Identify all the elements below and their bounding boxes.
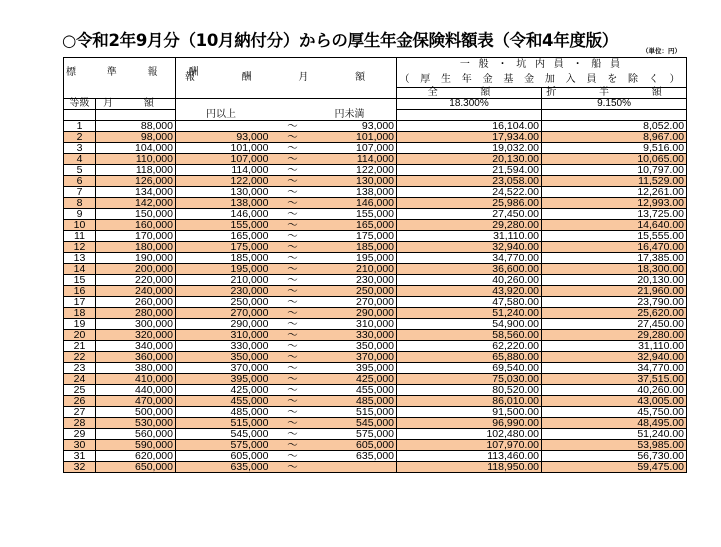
to-cell: 146,000: [315, 198, 397, 209]
grade-cell: 32: [64, 462, 96, 473]
monthly-cell: 88,000: [96, 121, 176, 132]
full-amount-cell: 69,540.00: [397, 363, 542, 374]
tilde-cell: ～: [271, 396, 315, 407]
monthly-cell: 180,000: [96, 242, 176, 253]
from-label: 円以上: [176, 110, 271, 121]
from-cell: 101,000: [176, 143, 271, 154]
full-amount-cell: 75,030.00: [397, 374, 542, 385]
grade-cell: 3: [64, 143, 96, 154]
half-amount-cell: 37,515.00: [542, 374, 687, 385]
full-amount-cell: 113,460.00: [397, 451, 542, 462]
full-amount-cell: 19,032.00: [397, 143, 542, 154]
half-amount-cell: 31,110.00: [542, 341, 687, 352]
grade-cell: 1: [64, 121, 96, 132]
monthly-cell: 340,000: [96, 341, 176, 352]
from-cell: 195,000: [176, 264, 271, 275]
monthly-cell: 590,000: [96, 440, 176, 451]
grade-cell: 21: [64, 341, 96, 352]
tilde-cell: ～: [271, 154, 315, 165]
monthly-cell: 104,000: [96, 143, 176, 154]
to-cell: 485,000: [315, 396, 397, 407]
to-cell: 138,000: [315, 187, 397, 198]
table-row: [64, 264, 687, 275]
grade-cell: 9: [64, 209, 96, 220]
from-cell: 485,000: [176, 407, 271, 418]
tilde-cell: ～: [271, 253, 315, 264]
monthly-cell: 118,000: [96, 165, 176, 176]
tilde-cell: ～: [271, 231, 315, 242]
full-amount-cell: 80,520.00: [397, 385, 542, 396]
table-row: [64, 132, 687, 143]
tilde-cell: ～: [271, 286, 315, 297]
half-amount-cell: 56,730.00: [542, 451, 687, 462]
to-cell: 165,000: [315, 220, 397, 231]
to-cell: 114,000: [315, 154, 397, 165]
full-amount-cell: 20,130.00: [397, 154, 542, 165]
header-row-4: [64, 99, 687, 110]
from-cell: 138,000: [176, 198, 271, 209]
to-cell: 635,000: [315, 451, 397, 462]
tilde-cell: ～: [271, 209, 315, 220]
table-row: [64, 308, 687, 319]
half-amount-cell: 13,725.00: [542, 209, 687, 220]
half-amount-cell: 8,052.00: [542, 121, 687, 132]
table-row: [64, 187, 687, 198]
table-row: [64, 165, 687, 176]
full-amount-cell: 86,010.00: [397, 396, 542, 407]
table-row: [64, 363, 687, 374]
from-cell: 455,000: [176, 396, 271, 407]
monthly-cell: 190,000: [96, 253, 176, 264]
grade-cell: 27: [64, 407, 96, 418]
grade-cell: 16: [64, 286, 96, 297]
monthly-cell: 560,000: [96, 429, 176, 440]
to-cell: 350,000: [315, 341, 397, 352]
full-amount-cell: 36,600.00: [397, 264, 542, 275]
monthly-cell: 240,000: [96, 286, 176, 297]
tilde-cell: ～: [271, 462, 315, 473]
full-amount-cell: 118,950.00: [397, 462, 542, 473]
from-cell: 146,000: [176, 209, 271, 220]
to-cell: 310,000: [315, 319, 397, 330]
full-amount-cell: 58,560.00: [397, 330, 542, 341]
monthly-cell: 150,000: [96, 209, 176, 220]
from-cell: 114,000: [176, 165, 271, 176]
full-amount-header: 全 額: [397, 88, 542, 99]
grade-cell: 24: [64, 374, 96, 385]
monthly-cell: 110,000: [96, 154, 176, 165]
to-cell: 605,000: [315, 440, 397, 451]
to-cell: 195,000: [315, 253, 397, 264]
monthly-cell: 142,000: [96, 198, 176, 209]
from-cell: 185,000: [176, 253, 271, 264]
grade-cell: 26: [64, 396, 96, 407]
table-row: [64, 143, 687, 154]
tilde-cell: ～: [271, 451, 315, 462]
table-row: [64, 330, 687, 341]
to-cell: 93,000: [315, 121, 397, 132]
grade-cell: 12: [64, 242, 96, 253]
to-cell: 425,000: [315, 374, 397, 385]
full-rate: 18.300%: [397, 99, 542, 110]
tilde-cell: ～: [271, 220, 315, 231]
table-row: [64, 429, 687, 440]
table-row: [64, 275, 687, 286]
full-amount-cell: 29,280.00: [397, 220, 542, 231]
half-amount-cell: 11,529.00: [542, 176, 687, 187]
full-amount-cell: 24,522.00: [397, 187, 542, 198]
half-amount-cell: 34,770.00: [542, 363, 687, 374]
half-amount-cell: 9,516.00: [542, 143, 687, 154]
to-cell: 250,000: [315, 286, 397, 297]
tilde-cell: ～: [271, 242, 315, 253]
full-amount-cell: 96,990.00: [397, 418, 542, 429]
tilde-cell: ～: [271, 407, 315, 418]
full-amount-cell: 17,934.00: [397, 132, 542, 143]
grade-cell: 29: [64, 429, 96, 440]
grade-cell: 4: [64, 154, 96, 165]
table-row: [64, 220, 687, 231]
from-cell: 230,000: [176, 286, 271, 297]
half-amount-cell: 20,130.00: [542, 275, 687, 286]
to-cell: 370,000: [315, 352, 397, 363]
full-amount-cell: 107,970.00: [397, 440, 542, 451]
to-cell: 515,000: [315, 407, 397, 418]
to-cell: 230,000: [315, 275, 397, 286]
monthly-cell: 126,000: [96, 176, 176, 187]
from-cell: 605,000: [176, 451, 271, 462]
table-row: [64, 396, 687, 407]
from-cell: 122,000: [176, 176, 271, 187]
half-amount-cell: 27,450.00: [542, 319, 687, 330]
tilde-cell: ～: [271, 363, 315, 374]
monthly-cell: 650,000: [96, 462, 176, 473]
table-row: [64, 440, 687, 451]
to-cell: 330,000: [315, 330, 397, 341]
to-cell: [315, 462, 397, 473]
full-amount-cell: 54,900.00: [397, 319, 542, 330]
monthly-cell: 410,000: [96, 374, 176, 385]
grade-cell: 2: [64, 132, 96, 143]
tilde-cell: ～: [271, 132, 315, 143]
half-amount-cell: 17,385.00: [542, 253, 687, 264]
table-row: [64, 231, 687, 242]
from-cell: 310,000: [176, 330, 271, 341]
half-amount-cell: 14,640.00: [542, 220, 687, 231]
from-cell: 635,000: [176, 462, 271, 473]
half-amount-cell: 25,620.00: [542, 308, 687, 319]
full-amount-cell: 51,240.00: [397, 308, 542, 319]
half-amount-cell: 48,495.00: [542, 418, 687, 429]
to-cell: 130,000: [315, 176, 397, 187]
monthly-cell: 200,000: [96, 264, 176, 275]
table-row: [64, 121, 687, 132]
tilde-cell: ～: [271, 418, 315, 429]
monthly-cell: 134,000: [96, 187, 176, 198]
grade-cell: 31: [64, 451, 96, 462]
half-amount-cell: 23,790.00: [542, 297, 687, 308]
full-amount-cell: 16,104.00: [397, 121, 542, 132]
full-amount-cell: 65,880.00: [397, 352, 542, 363]
table-row: [64, 374, 687, 385]
tilde-cell: ～: [271, 341, 315, 352]
to-cell: 175,000: [315, 231, 397, 242]
to-cell: 210,000: [315, 264, 397, 275]
monthly-cell: 170,000: [96, 231, 176, 242]
table-row: [64, 451, 687, 462]
from-cell: 370,000: [176, 363, 271, 374]
tilde-cell: ～: [271, 440, 315, 451]
monthly-cell: 320,000: [96, 330, 176, 341]
tilde-cell: ～: [271, 374, 315, 385]
to-cell: 290,000: [315, 308, 397, 319]
tilde-cell: ～: [271, 176, 315, 187]
grade-cell: 17: [64, 297, 96, 308]
grade-cell: 5: [64, 165, 96, 176]
grade-cell: 25: [64, 385, 96, 396]
page-title: ○令和2年9月分（10月納付分）からの厚生年金保険料額表（令和4年度版）: [62, 31, 619, 50]
header-row-1: [64, 58, 687, 73]
half-amount-cell: 12,261.00: [542, 187, 687, 198]
table-row: [64, 154, 687, 165]
tilde-cell: ～: [271, 165, 315, 176]
tilde-cell: ～: [271, 264, 315, 275]
insured-header-line2: （ 厚 生 年 金 基 金 加 入 員 を 除 く ）: [397, 73, 687, 88]
grade-cell: 23: [64, 363, 96, 374]
to-cell: 101,000: [315, 132, 397, 143]
full-amount-cell: 47,580.00: [397, 297, 542, 308]
from-cell: 210,000: [176, 275, 271, 286]
table-row: [64, 198, 687, 209]
from-cell: 330,000: [176, 341, 271, 352]
grade-cell: 13: [64, 253, 96, 264]
half-amount-cell: 15,555.00: [542, 231, 687, 242]
half-amount-cell: 51,240.00: [542, 429, 687, 440]
to-cell: 270,000: [315, 297, 397, 308]
tilde-cell: ～: [271, 198, 315, 209]
half-amount-cell: 16,470.00: [542, 242, 687, 253]
grade-cell: 7: [64, 187, 96, 198]
header-row-5: [64, 110, 687, 121]
grade-cell: 20: [64, 330, 96, 341]
grade-cell: 14: [64, 264, 96, 275]
monthly-cell: 440,000: [96, 385, 176, 396]
from-cell: 107,000: [176, 154, 271, 165]
monthly-cell: 620,000: [96, 451, 176, 462]
half-amount-cell: 32,940.00: [542, 352, 687, 363]
half-amount-cell: 8,967.00: [542, 132, 687, 143]
full-amount-cell: 32,940.00: [397, 242, 542, 253]
table-row: [64, 286, 687, 297]
from-cell: 175,000: [176, 242, 271, 253]
monthly-cell: 360,000: [96, 352, 176, 363]
monthly-cell: 260,000: [96, 297, 176, 308]
monthly-cell: 220,000: [96, 275, 176, 286]
table-row: [64, 352, 687, 363]
monthly-cell: 300,000: [96, 319, 176, 330]
from-cell: 165,000: [176, 231, 271, 242]
table-row: [64, 297, 687, 308]
from-cell: 350,000: [176, 352, 271, 363]
full-amount-cell: 62,220.00: [397, 341, 542, 352]
table-row: [64, 385, 687, 396]
full-amount-cell: 91,500.00: [397, 407, 542, 418]
to-cell: 455,000: [315, 385, 397, 396]
table-row: [64, 341, 687, 352]
tilde-cell: ～: [271, 143, 315, 154]
half-rate: 9.150%: [542, 99, 687, 110]
grade-cell: 22: [64, 352, 96, 363]
from-cell: 575,000: [176, 440, 271, 451]
half-amount-cell: 10,797.00: [542, 165, 687, 176]
tilde-cell: ～: [271, 275, 315, 286]
full-amount-cell: 31,110.00: [397, 231, 542, 242]
monthly-cell: 470,000: [96, 396, 176, 407]
tilde-cell: ～: [271, 121, 315, 132]
table-row: [64, 462, 687, 473]
from-cell: 545,000: [176, 429, 271, 440]
to-cell: 545,000: [315, 418, 397, 429]
tilde-cell: ～: [271, 385, 315, 396]
monthly-cell: 160,000: [96, 220, 176, 231]
premium-table: [63, 57, 687, 473]
grade-cell: 11: [64, 231, 96, 242]
from-cell: 155,000: [176, 220, 271, 231]
to-cell: 395,000: [315, 363, 397, 374]
tilde-cell: ～: [271, 319, 315, 330]
half-amount-cell: 12,993.00: [542, 198, 687, 209]
monthly-remuneration-header: 報 酬 月 額: [176, 58, 397, 99]
to-cell: 122,000: [315, 165, 397, 176]
from-cell: 395,000: [176, 374, 271, 385]
half-amount-cell: 40,260.00: [542, 385, 687, 396]
full-amount-cell: 102,480.00: [397, 429, 542, 440]
tilde-cell: ～: [271, 308, 315, 319]
to-cell: 575,000: [315, 429, 397, 440]
full-amount-cell: 40,260.00: [397, 275, 542, 286]
full-amount-cell: 27,450.00: [397, 209, 542, 220]
monthly-header: 月 額: [96, 99, 176, 110]
tilde-cell: ～: [271, 297, 315, 308]
to-label: 円未満: [315, 110, 397, 121]
monthly-cell: 98,000: [96, 132, 176, 143]
half-amount-cell: 59,475.00: [542, 462, 687, 473]
from-cell: 130,000: [176, 187, 271, 198]
half-amount-header: 折 半 額: [542, 88, 687, 99]
from-cell: 93,000: [176, 132, 271, 143]
grade-cell: 8: [64, 198, 96, 209]
monthly-cell: 530,000: [96, 418, 176, 429]
table-row: [64, 418, 687, 429]
half-amount-cell: 18,300.00: [542, 264, 687, 275]
tilde-cell: ～: [271, 429, 315, 440]
from-cell: 250,000: [176, 297, 271, 308]
grade-header: 等級: [64, 99, 96, 110]
from-cell: [176, 121, 271, 132]
grade-cell: 19: [64, 319, 96, 330]
tilde-cell: ～: [271, 187, 315, 198]
to-cell: 107,000: [315, 143, 397, 154]
table-row: [64, 319, 687, 330]
remuneration-header: 標 準 報 酬: [64, 58, 176, 88]
table-row: [64, 407, 687, 418]
grade-cell: 30: [64, 440, 96, 451]
tilde-cell: ～: [271, 352, 315, 363]
half-amount-cell: 45,750.00: [542, 407, 687, 418]
unit-note: （単位：円）: [642, 47, 681, 55]
full-amount-cell: 25,986.00: [397, 198, 542, 209]
from-cell: 515,000: [176, 418, 271, 429]
grade-cell: 15: [64, 275, 96, 286]
tilde-cell: ～: [271, 330, 315, 341]
full-amount-cell: 23,058.00: [397, 176, 542, 187]
to-cell: 155,000: [315, 209, 397, 220]
monthly-cell: 500,000: [96, 407, 176, 418]
monthly-cell: 280,000: [96, 308, 176, 319]
grade-cell: 18: [64, 308, 96, 319]
full-amount-cell: 21,594.00: [397, 165, 542, 176]
from-cell: 290,000: [176, 319, 271, 330]
to-cell: 185,000: [315, 242, 397, 253]
half-amount-cell: 21,960.00: [542, 286, 687, 297]
grade-cell: 28: [64, 418, 96, 429]
full-amount-cell: 43,920.00: [397, 286, 542, 297]
half-amount-cell: 53,985.00: [542, 440, 687, 451]
table-row: [64, 253, 687, 264]
table-row: [64, 209, 687, 220]
half-amount-cell: 29,280.00: [542, 330, 687, 341]
half-amount-cell: 43,005.00: [542, 396, 687, 407]
half-amount-cell: 10,065.00: [542, 154, 687, 165]
full-amount-cell: 34,770.00: [397, 253, 542, 264]
from-cell: 425,000: [176, 385, 271, 396]
table-row: [64, 242, 687, 253]
insured-header-line1: 一 般 ・ 坑 内 員 ・ 船 員: [397, 58, 687, 73]
grade-cell: 10: [64, 220, 96, 231]
table-row: [64, 176, 687, 187]
monthly-cell: 380,000: [96, 363, 176, 374]
grade-cell: 6: [64, 176, 96, 187]
from-cell: 270,000: [176, 308, 271, 319]
